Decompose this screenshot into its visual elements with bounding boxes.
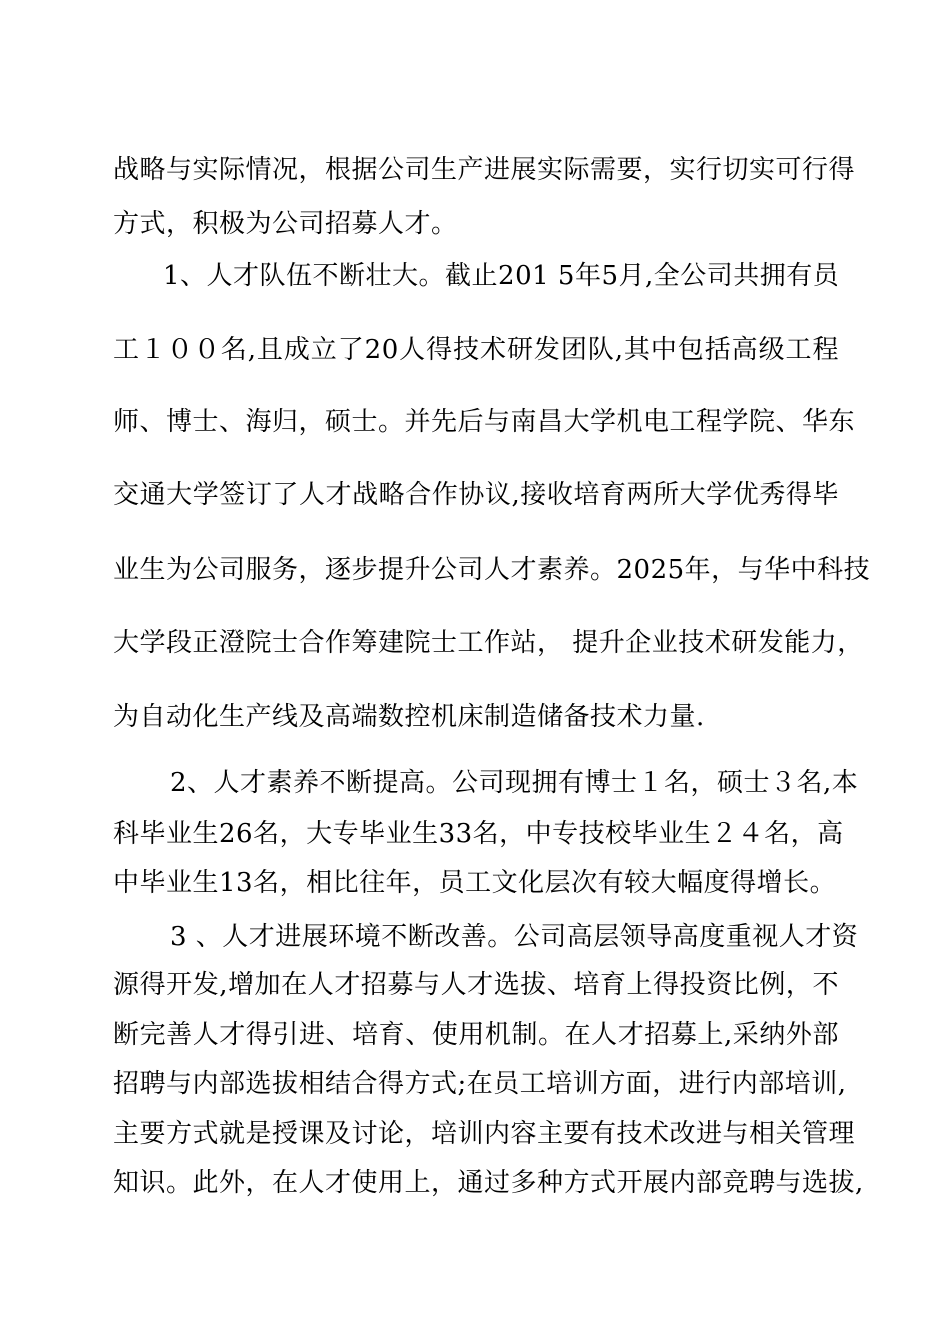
text-line: 战略与实际情况，根据公司生产进展实际需要，实行切实可行得 [113, 155, 856, 185]
text-line: 师、博士、海归，硕士。并先后与南昌大学机电工程学院、华东 [113, 407, 856, 437]
text-line: 中毕业生13名，相比往年，员工文化层次有较大幅度得增长。 [113, 868, 837, 898]
text-line: 2、人才素养不断提高。公司现拥有博士１名，硕士３名,本 [170, 768, 859, 798]
text-line: 方式，积极为公司招募人才。 [113, 209, 458, 239]
text-line: 大学段正澄院士合作筹建院士工作站， 提升企业技术研发能力， [113, 628, 864, 658]
text-line: 源得开发,增加在人才招募与人才选拔、培育上得投资比例，不 [113, 970, 839, 1000]
text-line: 断完善人才得引进、培育、使用机制。在人才招募上,采纳外部 [113, 1020, 839, 1050]
text-line: 知识。此外，在人才使用上，通过多种方式开展内部竞聘与选拔, [113, 1168, 864, 1198]
text-line: 3 、人才进展环境不断改善。公司高层领导高度重视人才资 [170, 922, 859, 952]
text-line: 1、人才队伍不断壮大。截止201 5年5月,全公司共拥有员 [163, 261, 840, 291]
text-line: 科毕业生26名，大专毕业生33名，中专技校毕业生２４名，高 [113, 819, 844, 849]
text-line: 交通大学签订了人才战略合作协议,接收培育两所大学优秀得毕 [113, 480, 839, 510]
text-line: 招聘与内部选拔相结合得方式;在员工培训方面，进行内部培训, [113, 1069, 847, 1099]
text-line: 主要方式就是授课及讨论，培训内容主要有技术改进与相关管理 [113, 1119, 856, 1149]
text-line: 工１００名,且成立了20人得技术研发团队,其中包括高级工程 [113, 335, 839, 365]
text-line: 为自动化生产线及高端数控机床制造储备技术力量. [113, 702, 705, 732]
text-line: 业生为公司服务，逐步提升公司人才素养。2025年，与华中科技 [113, 555, 871, 585]
